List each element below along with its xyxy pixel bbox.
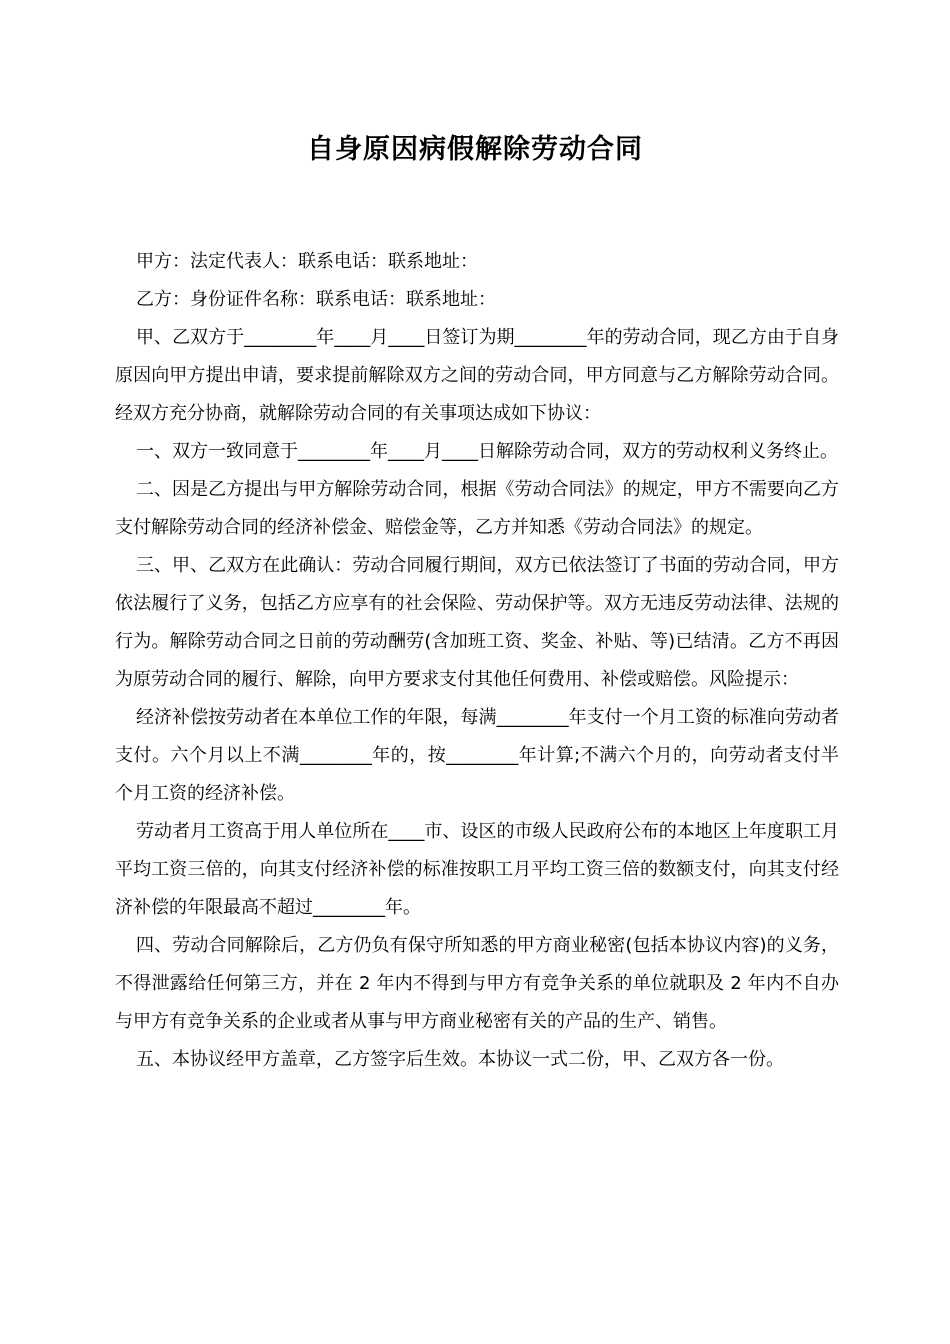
clause-3-paragraph: 三、甲、乙双方在此确认：劳动合同履行期间，双方已依法签订了书面的劳动合同，甲方依法履行了义务，包括乙方应享有的社会保险、劳动保护等。双方无违反劳动法律、法规的行为。解除劳动合同之日前的劳动酬劳(含加班工资、奖金、补贴、等)已结清。乙方不再因为原劳动合同的履行、解除，向甲方要求支付其他任何费用、补偿或赔偿。风险提示： xyxy=(115,555,839,690)
clause-5-paragraph: 五、本协议经甲方盖章，乙方签字后生效。本协议一式二份，甲、乙双方各一份。 xyxy=(136,1049,784,1070)
document-body xyxy=(115,243,839,1079)
risk-note-compensation-paragraph: 经济补偿按劳动者在本单位工作的年限，每满________年支付一个月工资的标准向劳动者支付。六个月以上不满________年的，按________年计算;不满六个月的，向劳动者支付半个月工资的经济补偿。 xyxy=(115,707,839,804)
clause-4-paragraph: 四、劳动合同解除后，乙方仍负有保守所知悉的甲方商业秘密(包括本协议内容)的义务，不得泄露给任何第三方，并在 2 年内不得到与甲方有竞争关系的单位就职及 2 年内不自办与甲方有竞争关系的企业或者从事与甲方商业秘密有关的产品的生产、销售。 xyxy=(115,935,839,1032)
clause-1-paragraph: 一、双方一致同意于________年____月____日解除劳动合同，双方的劳动权利义务终止。 xyxy=(136,441,838,462)
preamble-paragraph: 甲、乙双方于________年____月____日签订为期________年的劳动合同，现乙方由于自身原因向甲方提出申请，要求提前解除双方之间的劳动合同，甲方同意与乙方解除劳动合同。经双方充分协商，就解除劳动合同的有关事项达成如下协议： xyxy=(115,327,839,424)
clause-2-paragraph: 二、因是乙方提出与甲方解除劳动合同，根据《劳动合同法》的规定，甲方不需要向乙方支付解除劳动合同的经济补偿金、赔偿金等，乙方并知悉《劳动合同法》的规定。 xyxy=(115,479,839,538)
party-a-line: 甲方：法定代表人：联系电话：联系地址： xyxy=(136,251,478,272)
risk-note-salary-cap-paragraph: 劳动者月工资高于用人单位所在____市、设区的市级人民政府公布的本地区上年度职工月平均工资三倍的，向其支付经济补偿的标准按职工月平均工资三倍的数额支付，向其支付经济补偿的年限最高不超过________年。 xyxy=(115,821,839,918)
party-b-line: 乙方：身份证件名称：联系电话：联系地址： xyxy=(136,289,496,310)
document-title: 自身原因病假解除劳动合同 xyxy=(307,134,643,165)
